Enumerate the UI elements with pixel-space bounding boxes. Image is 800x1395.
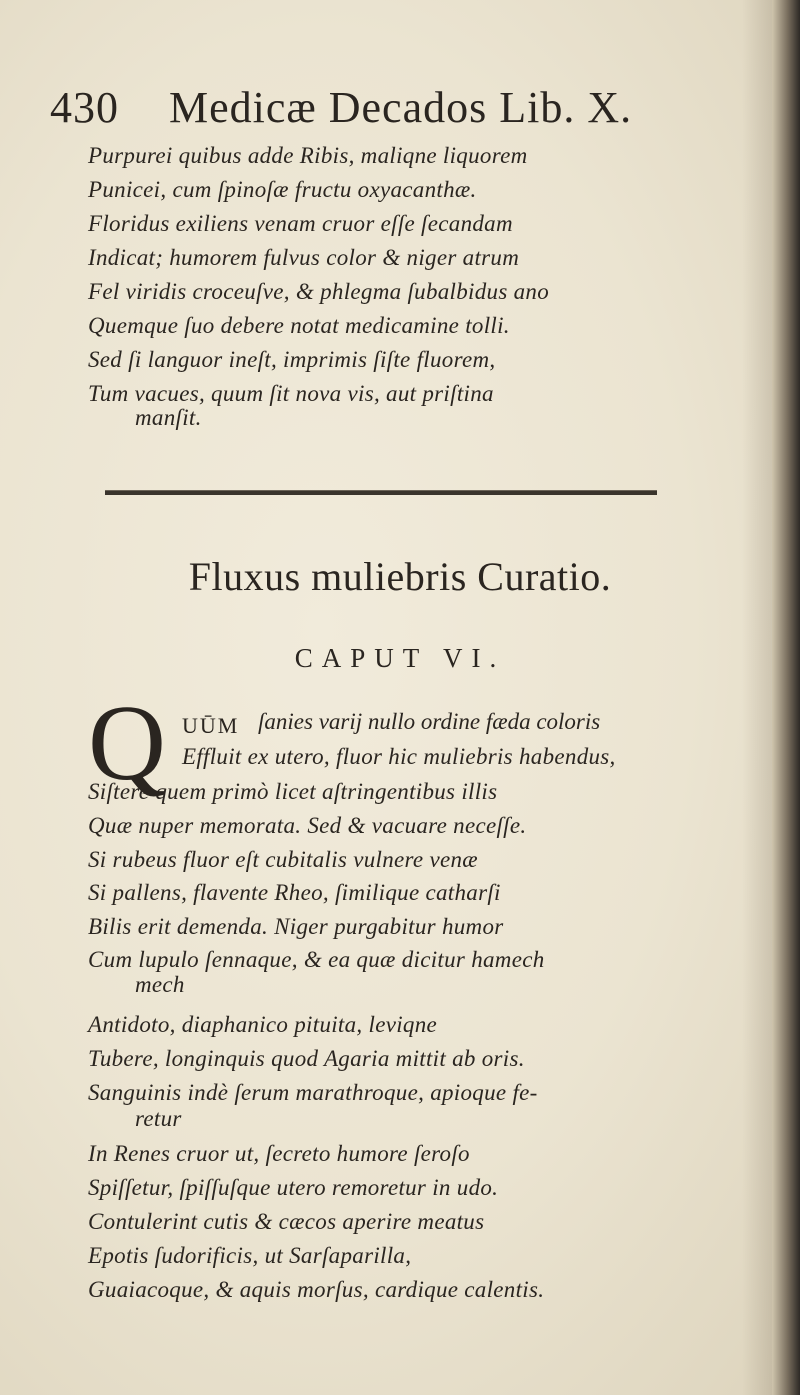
verse-line: Siſtere quem primò licet aſtringentibus illis	[88, 779, 498, 804]
verse-line: Sed ſi languor ineſt, imprimis ſiſte fluorem,	[88, 347, 496, 372]
verse-line: manſit.	[135, 405, 202, 430]
verse-line: Quæ nuper memorata. Sed & vacuare neceſſe.	[88, 813, 527, 838]
first-word: UŪM	[182, 713, 240, 738]
verse-line: Indicat; humorem fulvus color & niger atrum	[88, 245, 520, 270]
verse-line: ſanies varij nullo ordine fæda coloris	[258, 709, 601, 734]
verse-line: Si rubeus fluor eſt cubitalis vulnere venæ	[88, 847, 478, 872]
page-number: 430	[50, 83, 119, 132]
verse-line: Bilis erit demenda. Niger purgabitur humor	[88, 914, 504, 939]
verse-line: Floridus exiliens venam cruor eſſe ſecandam	[88, 211, 513, 236]
running-header	[50, 82, 740, 133]
verse-line: Tubere, longinquis quod Agaria mittit ab oris.	[88, 1046, 525, 1071]
verse-line: Spiſſetur, ſpiſſuſque utero remoretur in udo.	[88, 1175, 499, 1200]
verse-line: retur	[135, 1106, 182, 1131]
verse-line: Purpurei quibus adde Ribis, maliqne liquorem	[88, 143, 528, 168]
verse-line: Si pallens, flavente Rheo, ſimilique catharſi	[88, 880, 501, 905]
verse-line: Guaiacoque, & aquis morſus, cardique calentis.	[88, 1277, 545, 1302]
verse-line: Quemque ſuo debere notat medicamine tolli.	[88, 313, 510, 338]
verse-line: Antidoto, diaphanico pituita, leviqne	[88, 1012, 438, 1037]
verse-line: mech	[135, 972, 185, 997]
verse-line: Sanguinis indè ſerum marathroque, apioque fe-	[88, 1080, 538, 1105]
verse-line: Contulerint cutis & cæcos aperire meatus	[88, 1209, 485, 1234]
verse-line: Tum vacues, quum ſit nova vis, aut priſtina	[88, 381, 494, 406]
running-title: Medicæ Decados Lib. X.	[169, 83, 633, 132]
verse-line: Fel viridis croceuſve, & phlegma ſubalbidus ano	[88, 279, 550, 304]
verse-line: In Renes cruor ut, ſecreto humore ſeroſo	[88, 1141, 470, 1166]
drop-cap: Q	[88, 684, 166, 803]
gutter-shadow	[742, 0, 772, 1395]
verse-line: Punicei, cum ſpinoſæ fructu oxyacanthæ.	[88, 177, 477, 202]
chapter-heading: CAPUT VI.	[294, 643, 506, 673]
section-divider	[105, 490, 657, 495]
verse-line: Epotis ſudorificis, ut Sarſaparilla,	[88, 1243, 412, 1268]
verse-line: Effluit ex utero, fluor hic muliebris habendus,	[182, 744, 616, 769]
verse-line: Cum lupulo ſennaque, & ea quæ dicitur hamech	[88, 947, 545, 972]
section-title: Fluxus muliebris Curatio.	[188, 554, 612, 599]
book-spine	[772, 0, 800, 1395]
